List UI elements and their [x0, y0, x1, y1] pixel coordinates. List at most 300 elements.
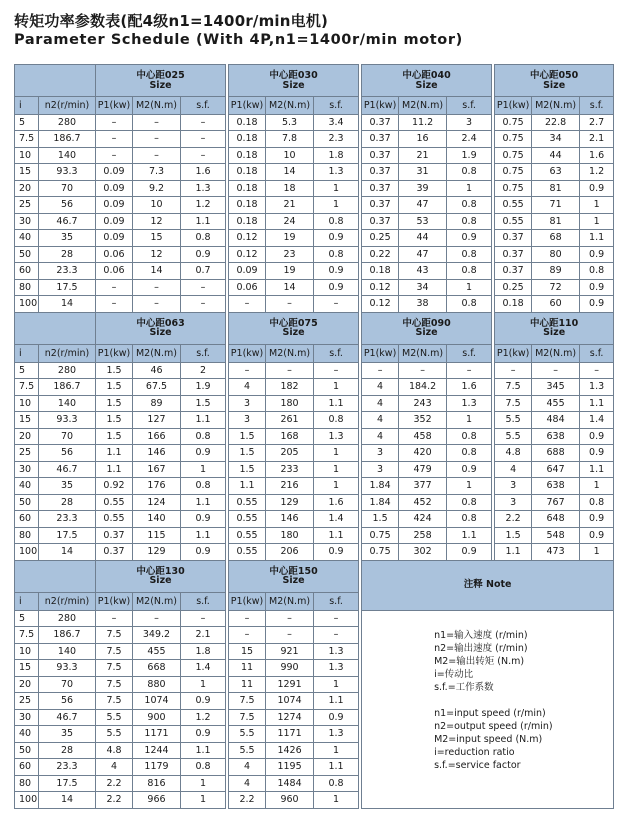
service-factor-cell: 1.5	[181, 395, 226, 412]
service-factor-cell: 2.7	[580, 114, 614, 131]
torque-cell: 966	[133, 792, 181, 809]
torque-cell: 89	[133, 395, 181, 412]
col-header-p1: P1(kw)	[362, 97, 399, 115]
torque-cell: 184.2	[399, 379, 447, 396]
output-speed-cell: 28	[39, 246, 96, 263]
power-cell: –	[96, 131, 133, 148]
col-header-m2: M2(N.m)	[399, 97, 447, 115]
power-cell: 0.37	[96, 527, 133, 544]
service-factor-cell: 2.4	[447, 131, 492, 148]
power-cell: 1.5	[96, 428, 133, 445]
torque-cell: 34	[532, 131, 580, 148]
torque-cell: 377	[399, 478, 447, 495]
torque-cell: 1074	[133, 693, 181, 710]
torque-cell: 767	[532, 494, 580, 511]
col-header-p1: P1(kw)	[495, 345, 532, 363]
power-cell: 5.5	[495, 428, 532, 445]
table-row	[15, 114, 614, 131]
service-factor-cell: 1.1	[181, 494, 226, 511]
service-factor-cell: 1.6	[314, 494, 359, 511]
power-cell: 1.84	[362, 478, 399, 495]
torque-cell: 80	[532, 246, 580, 263]
power-cell: 0.06	[96, 246, 133, 263]
torque-cell: 302	[399, 544, 447, 561]
service-factor-cell: –	[181, 114, 226, 131]
power-cell: 0.06	[96, 263, 133, 280]
power-cell: 11	[229, 660, 266, 677]
torque-cell: 44	[532, 147, 580, 164]
ratio-cell: 10	[15, 395, 39, 412]
torque-cell: 420	[399, 445, 447, 462]
torque-cell: 1171	[133, 726, 181, 743]
power-cell: 0.18	[229, 131, 266, 148]
power-cell: 0.09	[96, 197, 133, 214]
torque-cell: 46	[133, 362, 181, 379]
power-cell: 7.5	[495, 395, 532, 412]
size-group-name: 中心距063	[136, 317, 185, 329]
col-header-m2: M2(N.m)	[133, 345, 181, 363]
torque-cell: 81	[532, 213, 580, 230]
service-factor-cell: 1.9	[181, 379, 226, 396]
note-line-en: s.f.=service factor	[434, 759, 521, 771]
torque-cell: 243	[399, 395, 447, 412]
torque-cell: 140	[133, 511, 181, 528]
torque-cell: 23	[266, 246, 314, 263]
torque-cell: –	[133, 279, 181, 296]
service-factor-cell: 0.8	[447, 246, 492, 263]
torque-cell: 1195	[266, 759, 314, 776]
power-cell: 0.06	[229, 279, 266, 296]
service-factor-cell: 0.9	[181, 544, 226, 561]
torque-cell: 9.2	[133, 180, 181, 197]
col-header-p1: P1(kw)	[229, 592, 266, 610]
table-row	[15, 147, 614, 164]
service-factor-cell: 0.9	[447, 461, 492, 478]
torque-cell: 688	[532, 445, 580, 462]
service-factor-cell: 0.9	[580, 511, 614, 528]
service-factor-cell: 1	[580, 478, 614, 495]
power-cell: 0.09	[96, 180, 133, 197]
power-cell: 1.1	[495, 544, 532, 561]
size-group-header	[229, 312, 359, 344]
power-cell: 0.18	[229, 147, 266, 164]
torque-cell: 1426	[266, 742, 314, 759]
size-group-name: 中心距030	[269, 70, 318, 82]
size-group-header	[96, 65, 226, 97]
header-blank	[15, 312, 96, 344]
torque-cell: 349.2	[133, 627, 181, 644]
column-gap	[359, 792, 362, 809]
column-gap	[359, 693, 362, 710]
power-cell: 0.37	[495, 246, 532, 263]
table-row	[15, 263, 614, 280]
service-factor-cell: 1.2	[181, 709, 226, 726]
ratio-cell: 30	[15, 709, 39, 726]
torque-cell: –	[133, 114, 181, 131]
service-factor-cell: 1	[314, 676, 359, 693]
service-factor-cell: 1.4	[580, 412, 614, 429]
note-line-cn: n2=输出速度 (r/min)	[434, 642, 528, 654]
power-cell: 4	[495, 461, 532, 478]
torque-cell: 39	[399, 180, 447, 197]
torque-cell: 60	[532, 296, 580, 313]
torque-cell: 258	[399, 527, 447, 544]
torque-cell: 261	[266, 412, 314, 429]
torque-cell: –	[133, 131, 181, 148]
power-cell: 2.2	[96, 775, 133, 792]
torque-cell: 12	[133, 213, 181, 230]
service-factor-cell: –	[181, 279, 226, 296]
service-factor-cell: 0.8	[447, 511, 492, 528]
size-word: Size	[149, 327, 172, 339]
power-cell: 7.5	[96, 693, 133, 710]
torque-cell: 166	[133, 428, 181, 445]
col-header-i: i	[15, 592, 39, 610]
power-cell: 0.18	[362, 263, 399, 280]
output-speed-cell: 17.5	[39, 527, 96, 544]
service-factor-cell: –	[314, 610, 359, 627]
service-factor-cell: –	[580, 362, 614, 379]
power-cell: 0.55	[229, 527, 266, 544]
service-factor-cell: 0.8	[447, 428, 492, 445]
table-row	[15, 296, 614, 313]
service-factor-cell: 1.9	[447, 147, 492, 164]
ratio-cell: 25	[15, 445, 39, 462]
parameter-table	[14, 64, 614, 809]
torque-cell: 180	[266, 395, 314, 412]
col-header-m2: M2(N.m)	[532, 345, 580, 363]
power-cell: 0.55	[96, 494, 133, 511]
power-cell: 0.12	[229, 230, 266, 247]
column-gap	[359, 627, 362, 644]
output-speed-cell: 14	[39, 544, 96, 561]
col-header-m2: M2(N.m)	[399, 345, 447, 363]
output-speed-cell: 140	[39, 147, 96, 164]
torque-cell: 21	[399, 147, 447, 164]
service-factor-cell: 0.9	[181, 726, 226, 743]
service-factor-cell: 0.9	[181, 445, 226, 462]
service-factor-cell: 0.9	[314, 544, 359, 561]
power-cell: 5.5	[229, 726, 266, 743]
table-row	[15, 246, 614, 263]
power-cell: 0.37	[362, 164, 399, 181]
output-speed-cell: 14	[39, 296, 96, 313]
torque-cell: 484	[532, 412, 580, 429]
power-cell: 0.18	[495, 296, 532, 313]
service-factor-cell: 1.1	[314, 527, 359, 544]
size-word: Size	[282, 79, 305, 91]
size-word: Size	[415, 79, 438, 91]
power-cell: 1.1	[229, 478, 266, 495]
note-line-cn: i=传动比	[434, 668, 474, 680]
power-cell: 0.75	[362, 544, 399, 561]
ratio-cell: 7.5	[15, 131, 39, 148]
service-factor-cell: 1	[580, 544, 614, 561]
power-cell: 0.09	[96, 213, 133, 230]
power-cell: 0.37	[96, 544, 133, 561]
table-row	[15, 395, 614, 412]
torque-cell: 14	[133, 263, 181, 280]
torque-cell: 7.8	[266, 131, 314, 148]
column-gap	[359, 676, 362, 693]
col-header-i: i	[15, 345, 39, 363]
power-cell: 0.25	[495, 279, 532, 296]
torque-cell: 14	[266, 279, 314, 296]
power-cell: –	[96, 296, 133, 313]
torque-cell: 424	[399, 511, 447, 528]
service-factor-cell: 0.8	[580, 263, 614, 280]
power-cell: 0.22	[362, 246, 399, 263]
power-cell: 0.92	[96, 478, 133, 495]
power-cell: 0.75	[495, 131, 532, 148]
size-word: Size	[543, 79, 566, 91]
power-cell: 0.37	[362, 197, 399, 214]
power-cell: 1.84	[362, 494, 399, 511]
power-cell: 4	[229, 775, 266, 792]
col-header-sf: s.f.	[181, 97, 226, 115]
torque-cell: 5.3	[266, 114, 314, 131]
power-cell: 7.5	[96, 627, 133, 644]
power-cell: 1.5	[495, 527, 532, 544]
column-gap	[359, 759, 362, 776]
torque-cell: 24	[266, 213, 314, 230]
service-factor-cell: 1	[314, 445, 359, 462]
power-cell: –	[362, 362, 399, 379]
size-word: Size	[543, 327, 566, 339]
output-speed-cell: 93.3	[39, 660, 96, 677]
ratio-cell: 60	[15, 759, 39, 776]
output-speed-cell: 35	[39, 478, 96, 495]
service-factor-cell: 1	[314, 792, 359, 809]
service-factor-cell: 1.1	[181, 412, 226, 429]
service-factor-cell: 1	[181, 676, 226, 693]
block-header-row	[15, 65, 614, 97]
torque-cell: –	[133, 147, 181, 164]
torque-cell: 1244	[133, 742, 181, 759]
size-word: Size	[149, 575, 172, 587]
power-cell: –	[495, 362, 532, 379]
torque-cell: 12	[133, 246, 181, 263]
service-factor-cell: 0.9	[580, 445, 614, 462]
ratio-cell: 7.5	[15, 379, 39, 396]
service-factor-cell: –	[181, 147, 226, 164]
power-cell: 0.12	[362, 296, 399, 313]
torque-cell: 1171	[266, 726, 314, 743]
table-row	[15, 428, 614, 445]
power-cell: 3	[229, 395, 266, 412]
size-group-name: 中心距110	[529, 317, 579, 329]
service-factor-cell: 1.3	[314, 164, 359, 181]
power-cell: 0.37	[495, 230, 532, 247]
power-cell: 15	[229, 643, 266, 660]
power-cell: 0.18	[229, 197, 266, 214]
torque-cell: 89	[532, 263, 580, 280]
power-cell: 4	[229, 379, 266, 396]
note-line-en: n1=input speed (r/min)	[434, 707, 546, 719]
power-cell: 1.5	[96, 362, 133, 379]
size-group-name: 中心距040	[402, 70, 451, 82]
table-row	[15, 279, 614, 296]
output-speed-cell: 186.7	[39, 131, 96, 148]
service-factor-cell: 0.9	[181, 246, 226, 263]
torque-cell: 146	[133, 445, 181, 462]
header-blank	[15, 65, 96, 97]
ratio-cell: 40	[15, 478, 39, 495]
ratio-cell: 30	[15, 461, 39, 478]
service-factor-cell: 1.2	[580, 164, 614, 181]
ratio-cell: 50	[15, 246, 39, 263]
torque-cell: 127	[133, 412, 181, 429]
power-cell: 5.5	[229, 742, 266, 759]
output-speed-cell: 186.7	[39, 379, 96, 396]
header-blank	[15, 560, 96, 592]
torque-cell: 16	[399, 131, 447, 148]
service-factor-cell: 0.8	[314, 213, 359, 230]
power-cell: 1.1	[96, 461, 133, 478]
service-factor-cell: 0.8	[447, 197, 492, 214]
ratio-cell: 15	[15, 412, 39, 429]
col-header-m2: M2(N.m)	[532, 97, 580, 115]
service-factor-cell: 1.3	[314, 726, 359, 743]
power-cell: 0.25	[362, 230, 399, 247]
torque-cell: 648	[532, 511, 580, 528]
torque-cell: 63	[532, 164, 580, 181]
power-cell: 4	[362, 428, 399, 445]
power-cell: 7.5	[96, 676, 133, 693]
service-factor-cell: 0.9	[580, 279, 614, 296]
power-cell: 11	[229, 676, 266, 693]
service-factor-cell: –	[181, 296, 226, 313]
service-factor-cell: 0.8	[447, 263, 492, 280]
ratio-cell: 60	[15, 511, 39, 528]
service-factor-cell: –	[447, 362, 492, 379]
column-gap	[359, 643, 362, 660]
service-factor-cell: 1	[447, 412, 492, 429]
service-factor-cell: 1.2	[181, 197, 226, 214]
service-factor-cell: 0.8	[181, 759, 226, 776]
power-cell: 0.55	[229, 544, 266, 561]
size-group-header	[96, 312, 226, 344]
service-factor-cell: 0.9	[314, 709, 359, 726]
service-factor-cell: 0.9	[580, 180, 614, 197]
service-factor-cell: 2.3	[314, 131, 359, 148]
service-factor-cell: 1.1	[580, 395, 614, 412]
power-cell: 1.5	[229, 445, 266, 462]
service-factor-cell: 2	[181, 362, 226, 379]
service-factor-cell: –	[181, 610, 226, 627]
output-speed-cell: 35	[39, 726, 96, 743]
power-cell: 0.55	[495, 197, 532, 214]
power-cell: 0.37	[362, 213, 399, 230]
power-cell: 0.09	[229, 263, 266, 280]
torque-cell: 668	[133, 660, 181, 677]
power-cell: –	[96, 279, 133, 296]
service-factor-cell: 1.6	[580, 147, 614, 164]
power-cell: 7.5	[229, 693, 266, 710]
torque-cell: 146	[266, 511, 314, 528]
torque-cell: 47	[399, 197, 447, 214]
col-header-i: i	[15, 97, 39, 115]
power-cell: 0.75	[495, 164, 532, 181]
power-cell: 0.12	[229, 246, 266, 263]
ratio-cell: 80	[15, 775, 39, 792]
size-group-header	[362, 65, 492, 97]
power-cell: 3	[495, 494, 532, 511]
torque-cell: 31	[399, 164, 447, 181]
power-cell: 5.5	[495, 412, 532, 429]
power-cell: 0.09	[96, 164, 133, 181]
torque-cell: 816	[133, 775, 181, 792]
title-english: Parameter Schedule (With 4P,n1=1400r/min motor)	[14, 32, 463, 48]
size-group-header	[229, 560, 359, 592]
block-header-row	[15, 560, 614, 592]
output-speed-cell: 23.3	[39, 759, 96, 776]
ratio-cell: 30	[15, 213, 39, 230]
output-speed-cell: 56	[39, 197, 96, 214]
output-speed-cell: 46.7	[39, 461, 96, 478]
col-header-m2: M2(N.m)	[266, 592, 314, 610]
power-cell: 1.1	[96, 445, 133, 462]
col-header-p1: P1(kw)	[96, 345, 133, 363]
service-factor-cell: 1	[580, 197, 614, 214]
ratio-cell: 60	[15, 263, 39, 280]
power-cell: 0.37	[495, 263, 532, 280]
service-factor-cell: 1.3	[314, 643, 359, 660]
service-factor-cell: 0.8	[580, 494, 614, 511]
ratio-cell: 15	[15, 660, 39, 677]
output-speed-cell: 28	[39, 494, 96, 511]
col-header-sf: s.f.	[580, 97, 614, 115]
size-word: Size	[415, 327, 438, 339]
service-factor-cell: 1.1	[314, 759, 359, 776]
size-group-name: 中心距075	[269, 317, 318, 329]
output-speed-cell: 70	[39, 428, 96, 445]
service-factor-cell: 1.1	[181, 213, 226, 230]
size-group-name: 中心距090	[402, 317, 451, 329]
torque-cell: 880	[133, 676, 181, 693]
col-header-m2: M2(N.m)	[133, 97, 181, 115]
table-row	[15, 379, 614, 396]
torque-cell: 216	[266, 478, 314, 495]
table-row	[15, 544, 614, 561]
ratio-cell: 7.5	[15, 627, 39, 644]
ratio-cell: 50	[15, 742, 39, 759]
table-row	[15, 478, 614, 495]
service-factor-cell: 0.8	[314, 412, 359, 429]
power-cell: 5.5	[96, 709, 133, 726]
power-cell: 1.5	[362, 511, 399, 528]
service-factor-cell: 1.1	[314, 395, 359, 412]
service-factor-cell: 1.1	[181, 527, 226, 544]
service-factor-cell: 1	[447, 180, 492, 197]
note-header: 注释 Note	[362, 560, 614, 610]
output-speed-cell: 93.3	[39, 412, 96, 429]
output-speed-cell: 70	[39, 180, 96, 197]
power-cell: 7.5	[96, 643, 133, 660]
output-speed-cell: 28	[39, 742, 96, 759]
service-factor-cell: 0.8	[447, 445, 492, 462]
power-cell: 0.18	[229, 164, 266, 181]
col-header-m2: M2(N.m)	[266, 345, 314, 363]
size-group-name: 中心距150	[269, 565, 318, 577]
power-cell: 0.37	[362, 131, 399, 148]
service-factor-cell: 1	[447, 478, 492, 495]
ratio-cell: 10	[15, 147, 39, 164]
torque-cell: 19	[266, 263, 314, 280]
col-header-p1: P1(kw)	[229, 345, 266, 363]
service-factor-cell: 1	[181, 461, 226, 478]
power-cell: 2.2	[96, 792, 133, 809]
